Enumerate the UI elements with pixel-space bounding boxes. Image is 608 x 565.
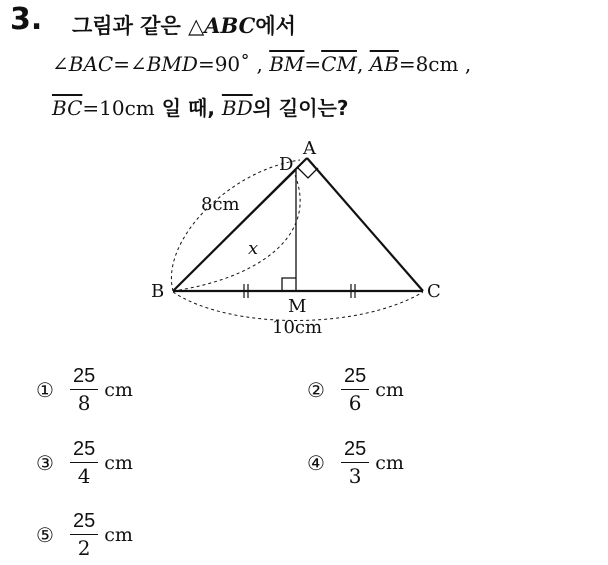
- choice-mark: ①: [36, 377, 54, 402]
- question-line-2: [52, 52, 471, 76]
- choice-3[interactable]: [36, 436, 133, 489]
- choice-unit: cm: [104, 378, 133, 401]
- choice-unit: cm: [375, 451, 404, 474]
- label-a: A: [303, 138, 316, 159]
- angle-bmd: ∠BMD: [129, 52, 198, 76]
- question-intro: 그림과 같은: [72, 14, 189, 38]
- segment-bc: $\overline{BC}$: [52, 96, 83, 120]
- fraction-numerator: 25: [70, 363, 98, 390]
- choice-mark: ④: [307, 450, 325, 475]
- equals-sign: =: [304, 52, 322, 76]
- choice-mark: ②: [307, 377, 325, 402]
- fraction-numerator: 25: [70, 508, 98, 535]
- right-angle-a: [298, 168, 318, 178]
- comma: ,: [356, 52, 364, 76]
- question-tail: 일 때,: [154, 96, 222, 120]
- choice-unit: cm: [375, 378, 404, 401]
- question-number: 3.: [10, 2, 43, 37]
- bc-value: =10cm: [82, 96, 155, 120]
- label-x: x: [248, 238, 259, 259]
- choice-unit: cm: [104, 451, 133, 474]
- fraction-denominator: 6: [348, 391, 362, 415]
- fraction-denominator: 3: [348, 464, 362, 488]
- equals-sign: =: [113, 52, 130, 76]
- angle-value: =90˚ ,: [197, 52, 263, 76]
- fraction-denominator: 2: [77, 536, 91, 560]
- segment-cm: $\overline{CM}$: [321, 52, 357, 76]
- choice-5[interactable]: [36, 508, 133, 561]
- label-bc-length: 10cm: [272, 317, 323, 338]
- fraction-denominator: 8: [77, 391, 91, 415]
- choice-fraction: [341, 436, 369, 489]
- fraction-numerator: 25: [341, 436, 369, 463]
- choice-2[interactable]: [307, 363, 404, 416]
- ab-value: =8cm ,: [398, 52, 472, 76]
- choice-fraction: [341, 363, 369, 416]
- choice-4[interactable]: [307, 436, 404, 489]
- choice-fraction: [70, 363, 98, 416]
- fraction-numerator: 25: [70, 436, 98, 463]
- triangle-symbol: △: [188, 14, 205, 38]
- label-m: M: [288, 296, 307, 317]
- choice-fraction: [70, 436, 98, 489]
- segment-bd: $\overline{BD}$: [221, 96, 253, 120]
- fraction-denominator: 4: [77, 464, 91, 488]
- question-ask: 의 길이는?: [252, 96, 349, 120]
- fraction-numerator: 25: [341, 363, 369, 390]
- triangle-name: ABC: [204, 13, 256, 38]
- question-line-3: [52, 92, 348, 121]
- label-b: B: [151, 281, 165, 302]
- choice-mark: ③: [36, 450, 54, 475]
- angle-bac: ∠BAC: [52, 52, 114, 76]
- triangle-diagram: [140, 130, 460, 340]
- question-intro-suffix: 에서: [255, 14, 296, 38]
- choice-unit: cm: [104, 523, 133, 546]
- label-ab-length: 8cm: [201, 194, 240, 215]
- choice-1[interactable]: [36, 363, 133, 416]
- segment-bd-line: [173, 170, 296, 291]
- question-line-1: [72, 10, 296, 40]
- choice-fraction: [70, 508, 98, 561]
- label-c: C: [427, 281, 441, 302]
- right-angle-m: [282, 278, 296, 291]
- arc-ab: [171, 160, 300, 291]
- segment-ab: $\overline{AB}$: [369, 52, 399, 76]
- segment-bm: $\overline{BM}$: [269, 52, 305, 76]
- choice-mark: ⑤: [36, 522, 54, 547]
- side-ac: [307, 158, 423, 291]
- label-d: D: [279, 154, 294, 175]
